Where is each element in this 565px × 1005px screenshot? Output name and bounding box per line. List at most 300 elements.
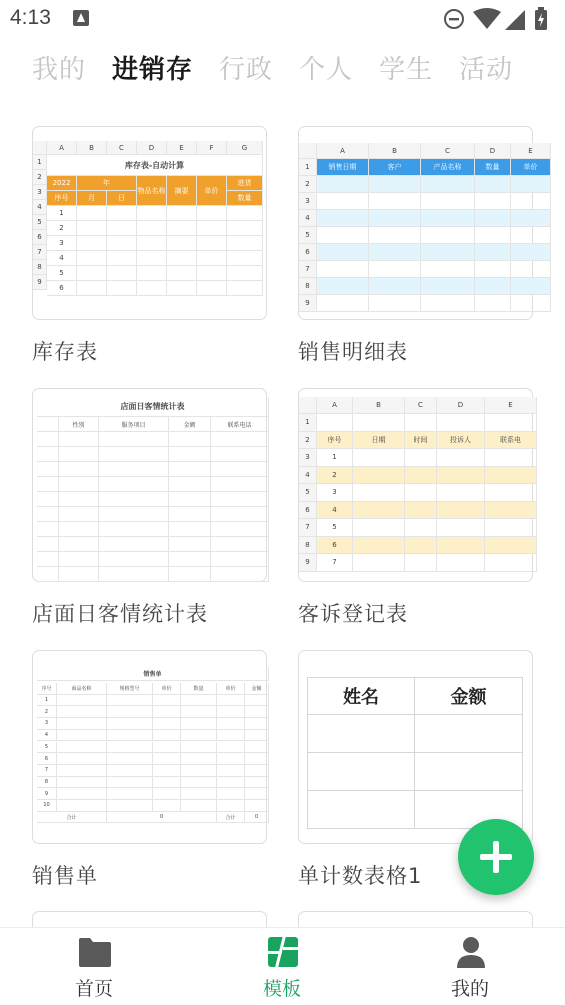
sheet-cell [405, 537, 437, 555]
template-label: 销售单 [32, 864, 98, 888]
template-label: 销售明细表 [298, 340, 408, 364]
sheet-cell [227, 251, 263, 266]
sheet-cell [369, 227, 421, 244]
table-header: 金额 [415, 677, 523, 715]
sheet-cell [107, 266, 137, 281]
sheet-cell [485, 537, 537, 555]
sheet-cell [153, 753, 181, 765]
sheet-cell [169, 492, 211, 507]
sheet-cell: 金额 [245, 683, 269, 695]
sheet-cell [211, 507, 269, 522]
sheet-cell [77, 251, 107, 266]
row-number: 1 [299, 414, 317, 432]
sheet-cell [99, 522, 169, 537]
row-number: 7 [299, 519, 317, 537]
sheet-cell [59, 432, 99, 447]
row-number: 1 [299, 159, 317, 176]
sheet-cell [485, 554, 537, 572]
template-card-sales-order[interactable] [32, 650, 267, 844]
sheet-cell: 联系电话 [211, 417, 269, 432]
sheet-cell [511, 210, 551, 227]
row-number: 7 [33, 245, 47, 260]
sheet-cell [211, 477, 269, 492]
bottom-nav [0, 927, 565, 1004]
sheet-cell: 服务项目 [99, 417, 169, 432]
sheet-cell [181, 742, 217, 754]
sheet-cell [181, 777, 217, 789]
sheet-cell [437, 537, 485, 555]
sheet-cell [217, 788, 245, 800]
sheet-cell [107, 221, 137, 236]
sheet-cell [107, 777, 153, 789]
sheet-cell: 4 [317, 502, 353, 520]
sheet-cell [217, 753, 245, 765]
sheet-cell: 0 [245, 812, 269, 824]
sheet-cell [369, 176, 421, 193]
row-number: 2 [299, 176, 317, 193]
sheet-cell [181, 753, 217, 765]
sheet-cell [137, 206, 167, 221]
sheet-cell: 2 [37, 706, 57, 718]
tab-personal[interactable]: 个人 [299, 55, 354, 85]
sheet-cell [107, 765, 153, 777]
sheet-cell [475, 176, 511, 193]
sheet-cell [405, 554, 437, 572]
sheet-cell [317, 176, 369, 193]
row-number: 3 [299, 449, 317, 467]
sheet-cell [405, 467, 437, 485]
sheet-cell [99, 432, 169, 447]
sheet-cell [153, 730, 181, 742]
sheet-cell [217, 800, 245, 812]
sheet-cell [37, 507, 59, 522]
add-button[interactable] [458, 819, 534, 895]
sheet-cell: 4 [37, 730, 57, 742]
sheet-cell [181, 788, 217, 800]
sheet-cell [307, 791, 415, 829]
sheet-cell [217, 718, 245, 730]
sheet-cell [137, 251, 167, 266]
sheet-corner [299, 397, 317, 414]
person-icon [454, 936, 488, 968]
sheet-cell [485, 519, 537, 537]
sheet-cell [59, 552, 99, 567]
sheet-cell: 性别 [59, 417, 99, 432]
sheet-cell: 7 [37, 765, 57, 777]
sheet-cell: 时间 [405, 432, 437, 450]
sheet-cell [57, 742, 107, 754]
sheet-cell [99, 477, 169, 492]
sheet-cell [245, 695, 269, 707]
sheet-cell [245, 788, 269, 800]
sheet-cell [59, 507, 99, 522]
sheet-cell [107, 281, 137, 296]
sheet-cell [475, 278, 511, 295]
sheet-cell [353, 467, 405, 485]
sheet-cell [217, 742, 245, 754]
template-card-store-traffic[interactable] [32, 388, 267, 582]
sheet-cell [137, 266, 167, 281]
sheet-cell [511, 295, 551, 312]
sheet-cell [169, 462, 211, 477]
sheet-cell [169, 522, 211, 537]
column-header: B [369, 143, 421, 159]
sheet-cell [167, 266, 197, 281]
sheet-cell [511, 261, 551, 278]
sheet-cell [107, 718, 153, 730]
sheet-cell [475, 193, 511, 210]
sheet-cell [167, 221, 197, 236]
sheet-cell [57, 800, 107, 812]
sheet-cell [167, 236, 197, 251]
sheet-cell [511, 176, 551, 193]
sheet-cell [107, 753, 153, 765]
column-header: C [405, 397, 437, 414]
sheet-cell [57, 765, 107, 777]
sheet-cell [317, 244, 369, 261]
sheet-cell [77, 221, 107, 236]
sheet-cell [511, 244, 551, 261]
sheet-cell [59, 567, 99, 582]
sheet-cell: 10 [37, 800, 57, 812]
sheet-cell [421, 193, 475, 210]
nav-templates[interactable] [222, 928, 342, 1005]
sheet-cell [475, 261, 511, 278]
sheet-cell [59, 477, 99, 492]
notification-icon [73, 10, 89, 26]
sheet-cell [317, 295, 369, 312]
sheet-cell: 销售日期 [317, 159, 369, 176]
sheet-cell [181, 695, 217, 707]
sheet-cell [59, 447, 99, 462]
column-header: B [77, 141, 107, 155]
sheet-cell [37, 462, 59, 477]
sheet-cell [421, 244, 475, 261]
sheet-cell [99, 447, 169, 462]
sheet-cell [353, 537, 405, 555]
nav-label: 首页 [74, 978, 113, 1000]
sheet-cell [107, 730, 153, 742]
column-header: D [137, 141, 167, 155]
row-number: 5 [33, 215, 47, 230]
sheet-cell [317, 193, 369, 210]
folder-icon [78, 936, 112, 968]
row-number: 8 [33, 260, 47, 275]
sheet-cell: 5 [47, 266, 77, 281]
sheet-cell [59, 492, 99, 507]
sheet-cell [421, 210, 475, 227]
sheet-cell: 日期 [353, 432, 405, 450]
sheet-cell [437, 414, 485, 432]
sheet-cell [169, 552, 211, 567]
sheet-cell [107, 236, 137, 251]
sheet-cell [437, 554, 485, 572]
column-header: C [107, 141, 137, 155]
sheet-cell [437, 449, 485, 467]
sheet-cell [153, 765, 181, 777]
sheet-cell [511, 278, 551, 295]
sheet-cell [245, 706, 269, 718]
sheet-cell: 单价 [511, 159, 551, 176]
sheet-cell [181, 718, 217, 730]
row-number: 9 [299, 554, 317, 572]
sheet-cell [415, 715, 523, 753]
battery-icon [535, 7, 547, 30]
template-icon [266, 936, 300, 968]
tab-mine[interactable]: 我的 [32, 55, 87, 85]
sheet-cell [421, 176, 475, 193]
sheet-cell [37, 447, 59, 462]
sheet-cell: 序号 [317, 432, 353, 450]
sheet-cell [107, 695, 153, 707]
sheet-cell [153, 706, 181, 718]
sheet-cell [211, 462, 269, 477]
sheet-cell [369, 278, 421, 295]
sheet-cell [317, 414, 353, 432]
sheet-cell: 2 [47, 221, 77, 236]
row-number: 4 [33, 200, 47, 215]
sheet-cell: 5 [37, 742, 57, 754]
sheet-cell [169, 537, 211, 552]
sheet-cell: 0 [107, 812, 217, 824]
sheet-corner [33, 141, 47, 155]
sheet-cell [181, 765, 217, 777]
sheet-cell: 单价 [197, 176, 227, 206]
sheet-cell [227, 266, 263, 281]
nav-home[interactable] [34, 928, 154, 1005]
sheet-cell: 年 [77, 176, 137, 191]
sheet-cell: 摘要 [167, 176, 197, 206]
sheet-cell: 3 [47, 236, 77, 251]
row-number: 2 [299, 432, 317, 450]
sheet-cell [167, 251, 197, 266]
row-number: 7 [299, 261, 317, 278]
sheet-cell [511, 227, 551, 244]
sheet-cell [245, 800, 269, 812]
sheet-cell: 投诉人 [437, 432, 485, 450]
sheet-cell [317, 210, 369, 227]
table-header: 姓名 [307, 677, 415, 715]
sheet-cell [107, 742, 153, 754]
sheet-cell [369, 295, 421, 312]
sheet-cell [353, 484, 405, 502]
sheet-cell [77, 236, 107, 251]
sheet-cell: 数量 [475, 159, 511, 176]
sheet-cell [485, 449, 537, 467]
sheet-cell [77, 206, 107, 221]
sheet-cell: 联系电 [485, 432, 537, 450]
sheet-cell [217, 777, 245, 789]
sheet-cell [227, 206, 263, 221]
nav-label: 模板 [262, 978, 301, 1000]
template-label: 客诉登记表 [298, 602, 408, 626]
sheet-cell [369, 210, 421, 227]
template-card-inventory[interactable] [32, 126, 267, 320]
sheet-cell [107, 251, 137, 266]
sheet-cell [475, 295, 511, 312]
sheet-cell [421, 261, 475, 278]
sheet-cell [245, 753, 269, 765]
sheet-cell [37, 477, 59, 492]
sheet-cell [37, 537, 59, 552]
sheet-cell: 2 [317, 467, 353, 485]
sheet-cell [405, 449, 437, 467]
sheet-cell: 8 [37, 777, 57, 789]
column-header: E [167, 141, 197, 155]
sheet-cell [37, 492, 59, 507]
sheet-cell [217, 730, 245, 742]
status-bar [0, 0, 565, 40]
column-header: B [353, 397, 405, 414]
sheet-cell [197, 236, 227, 251]
sheet-cell [369, 261, 421, 278]
sheet-cell: 3 [317, 484, 353, 502]
sheet-cell [99, 507, 169, 522]
sheet-cell [181, 730, 217, 742]
sheet-cell [405, 484, 437, 502]
tab-student[interactable]: 学生 [379, 55, 434, 85]
sheet-cell [437, 467, 485, 485]
sheet-cell: 6 [47, 281, 77, 296]
sheet-cell [169, 477, 211, 492]
tab-inventory[interactable]: 进销存 [112, 55, 194, 85]
sheet-cell: 合计 [217, 812, 245, 824]
column-header: E [485, 397, 537, 414]
sheet-cell [405, 519, 437, 537]
sheet-cell [245, 765, 269, 777]
sheet-cell [153, 742, 181, 754]
sheet-cell [307, 753, 415, 791]
sheet-cell: 9 [37, 788, 57, 800]
status-time: 4:13 [10, 6, 51, 29]
sheet-cell [137, 281, 167, 296]
sheet-cell [167, 281, 197, 296]
sheet-cell [421, 227, 475, 244]
row-number: 9 [299, 295, 317, 312]
template-card-sales-detail[interactable] [298, 126, 538, 320]
sheet-cell [211, 522, 269, 537]
sheet-cell [153, 695, 181, 707]
sheet-cell [37, 432, 59, 447]
sheet-cell [197, 206, 227, 221]
sheet-cell: 数量 [181, 683, 217, 695]
sheet-cell: 序号 [37, 683, 57, 695]
sheet-cell [245, 718, 269, 730]
sheet-cell [153, 800, 181, 812]
sheet-cell [99, 537, 169, 552]
sheet-cell [169, 567, 211, 582]
sheet-cell: 规格型号 [107, 683, 153, 695]
sheet-cell [77, 281, 107, 296]
sheet-cell [99, 462, 169, 477]
sheet-cell: 序号 [47, 191, 77, 206]
sheet-cell [99, 567, 169, 582]
sheet-cell: 金额 [169, 417, 211, 432]
column-header: G [227, 141, 263, 155]
column-header: D [475, 143, 511, 159]
sheet-cell [485, 484, 537, 502]
sheet-cell [369, 193, 421, 210]
row-number: 9 [33, 275, 47, 290]
sheet-cell [405, 414, 437, 432]
sheet-cell [217, 695, 245, 707]
sheet-cell [227, 281, 263, 296]
sheet-cell [211, 567, 269, 582]
sheet-cell: 日 [107, 191, 137, 206]
column-header: F [197, 141, 227, 155]
sheet-cell [217, 765, 245, 777]
sheet-cell [211, 492, 269, 507]
row-number: 1 [33, 155, 47, 170]
sheet-cell [153, 777, 181, 789]
category-tabs [32, 48, 539, 92]
sheet-cell [37, 567, 59, 582]
sheet-cell [421, 278, 475, 295]
sheet-cell [107, 706, 153, 718]
sheet-cell: 客户 [369, 159, 421, 176]
tab-activity[interactable]: 活动 [459, 55, 514, 85]
sheet-cell: 单价 [153, 683, 181, 695]
sheet-cell [57, 777, 107, 789]
sheet-cell [485, 414, 537, 432]
sheet-cell [107, 800, 153, 812]
row-number: 8 [299, 278, 317, 295]
sheet-title: 销售单 [37, 667, 269, 681]
sheet-cell [245, 730, 269, 742]
sheet-cell [437, 484, 485, 502]
sheet-cell [485, 467, 537, 485]
sheet-cell: 1 [317, 449, 353, 467]
sheet-cell [475, 227, 511, 244]
sheet-cell [415, 753, 523, 791]
sheet-cell [57, 788, 107, 800]
nav-mine[interactable] [410, 928, 530, 1005]
row-number: 5 [299, 484, 317, 502]
signal-icon [505, 10, 525, 30]
sheet-cell [197, 266, 227, 281]
sheet-cell [37, 522, 59, 537]
column-header: E [511, 143, 551, 159]
row-number: 3 [299, 193, 317, 210]
column-header: A [317, 397, 353, 414]
template-card-complaints[interactable] [298, 388, 533, 582]
sheet-cell [217, 706, 245, 718]
sheet-cell [57, 706, 107, 718]
sheet-cell [317, 261, 369, 278]
sheet-cell [475, 244, 511, 261]
sheet-cell: 7 [317, 554, 353, 572]
sheet-cell [59, 537, 99, 552]
sheet-cell [167, 206, 197, 221]
tab-admin[interactable]: 行政 [219, 55, 274, 85]
nav-label: 我的 [450, 978, 489, 1000]
sheet-cell [57, 718, 107, 730]
status-icons [443, 6, 553, 32]
sheet-cell: 4 [47, 251, 77, 266]
row-number: 6 [33, 230, 47, 245]
sheet-cell: 6 [37, 753, 57, 765]
template-card-count-table[interactable] [298, 650, 533, 844]
sheet-cell [317, 227, 369, 244]
sheet-cell: 1 [37, 695, 57, 707]
sheet-cell [169, 507, 211, 522]
sheet-cell [211, 552, 269, 567]
sheet-cell [317, 278, 369, 295]
sheet-cell [353, 519, 405, 537]
dnd-icon [445, 10, 463, 28]
sheet-cell [353, 554, 405, 572]
row-number: 5 [299, 227, 317, 244]
